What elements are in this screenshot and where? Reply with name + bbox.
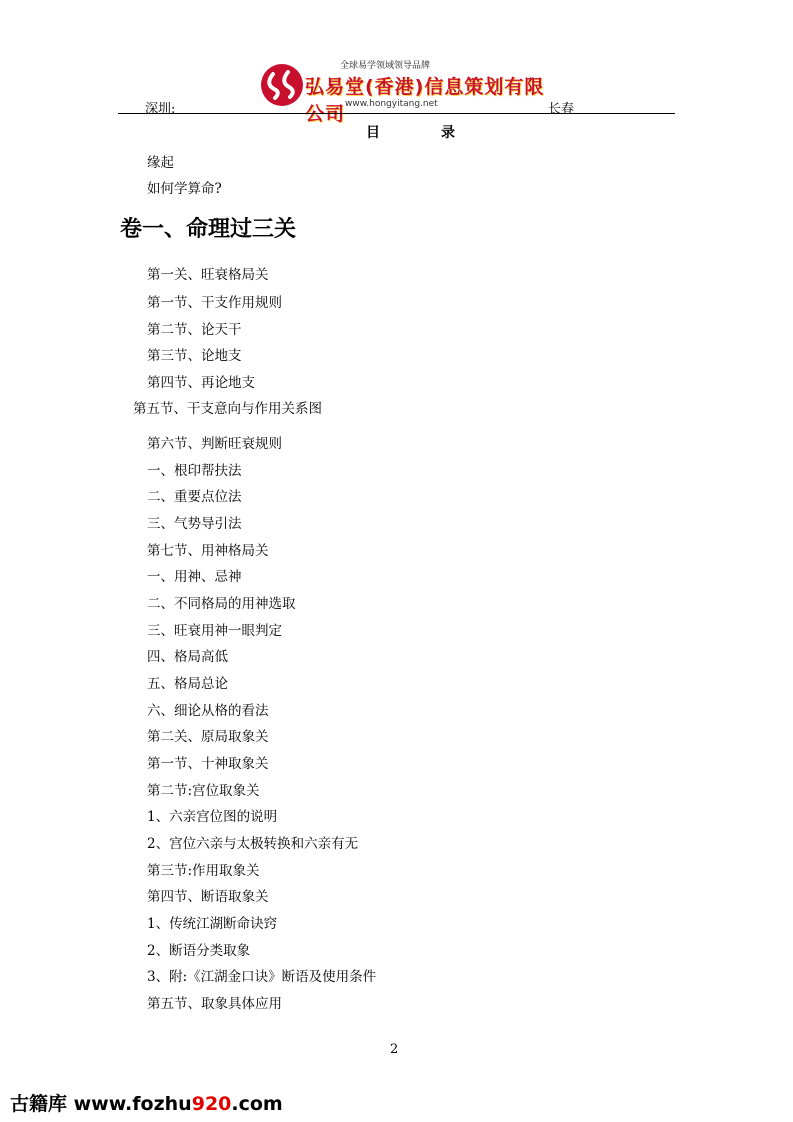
footer-brand [10, 1089, 283, 1116]
toc-item: 二、不同格局的用神选取 [147, 596, 296, 612]
page-number: 2 [390, 1042, 399, 1057]
toc-item: 1、传统江湖断命诀窍 [147, 916, 278, 932]
header-right-label: 长春 [548, 102, 575, 117]
toc-title-right: 录 [441, 125, 455, 141]
toc-intro-item: 如何学算命? [147, 181, 222, 197]
logo-url: www.hongyitang.net [345, 99, 438, 109]
toc-item: 第二节:宫位取象关 [147, 783, 260, 799]
toc-item: 三、旺衰用神一眼判定 [147, 623, 282, 639]
toc-item: 第五节、取象具体应用 [147, 996, 282, 1012]
toc-item: 一、用神、忌神 [147, 569, 242, 585]
volume-heading: 卷一、命理过三关 [120, 217, 297, 242]
header-left-label: 深圳: [145, 102, 176, 117]
logo-tagline: 全球易学领域领导品牌 [340, 61, 431, 71]
toc-item: 第一节、干支作用规则 [147, 295, 282, 311]
toc-item: 第三节、论地支 [147, 348, 242, 364]
toc-item: 第二关、原局取象关 [147, 729, 269, 745]
toc-item: 1、六亲宫位图的说明 [147, 809, 278, 825]
toc-title-left: 目 [366, 125, 380, 141]
toc-item: 六、细论从格的看法 [147, 703, 269, 719]
toc-item: 2、断语分类取象 [147, 943, 251, 959]
toc-item: 第一节、十神取象关 [147, 756, 269, 772]
footer-brand-text: 古籍库 www.fozhu [10, 1093, 192, 1115]
toc-item: 第三节:作用取象关 [147, 863, 260, 879]
toc-item: 3、附:《江湖金口诀》断语及使用条件 [147, 969, 377, 985]
toc-item: 第四节、断语取象关 [147, 889, 269, 905]
toc-item: 第六节、判断旺衰规则 [147, 436, 282, 452]
toc-item: 五、格局总论 [147, 676, 228, 692]
toc-item: 三、气势导引法 [147, 516, 242, 532]
toc-item: 二、重要点位法 [147, 489, 242, 505]
logo-emblem-icon [259, 62, 305, 108]
footer-brand-highlight: 920 [191, 1093, 232, 1115]
footer-brand-suffix: .com [231, 1093, 283, 1115]
toc-item: 第四节、再论地支 [147, 375, 255, 391]
toc-item: 第二节、论天干 [147, 322, 242, 338]
toc-item: 第七节、用神格局关 [147, 543, 269, 559]
toc-item: 四、格局高低 [147, 649, 228, 665]
toc-intro-item: 缘起 [147, 155, 174, 171]
company-logo [257, 57, 547, 125]
toc-item: 一、根印帮扶法 [147, 463, 242, 479]
header-divider [118, 113, 675, 114]
toc-item: 第一关、旺衰格局关 [147, 267, 269, 283]
toc-item: 2、宫位六亲与太极转换和六亲有无 [147, 836, 359, 852]
logo-company-name: 弘易堂(香港)信息策划有限公司 [305, 76, 545, 125]
toc-item: 第五节、干支意向与作用关系图 [133, 401, 322, 417]
